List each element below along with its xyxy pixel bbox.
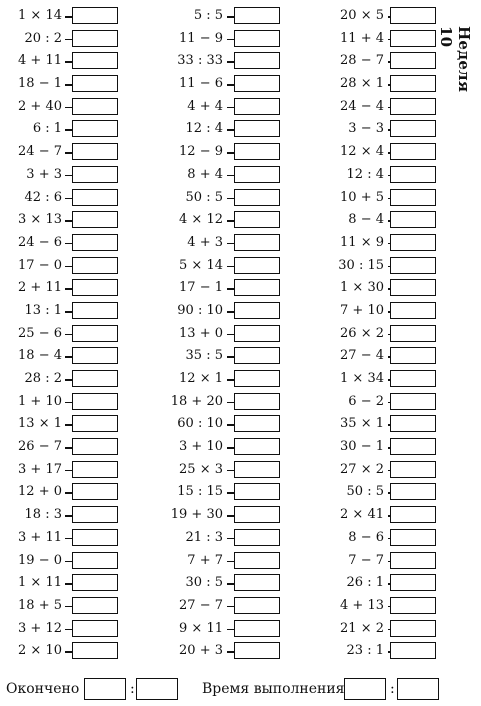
duration-minutes-box[interactable]	[397, 678, 439, 700]
problem-expression: 10 + 5	[340, 189, 384, 205]
problem-expression: 18 − 4	[18, 348, 62, 364]
problem-row	[0, 641, 120, 664]
problem-expression: 21 : 3	[185, 529, 223, 545]
problem-row	[155, 165, 275, 188]
answer-box[interactable]	[72, 325, 118, 342]
problem-row	[155, 324, 275, 347]
problem-row	[0, 460, 120, 483]
problem-row	[314, 165, 440, 188]
problem-expression: 25 − 6	[18, 325, 62, 341]
problem-row	[314, 278, 440, 301]
problem-expression: 3 + 12	[18, 620, 62, 636]
problem-row	[0, 29, 120, 52]
answer-box[interactable]	[234, 642, 280, 659]
footer	[6, 678, 476, 702]
problem-column-3	[314, 6, 440, 664]
problem-row	[155, 210, 275, 233]
answer-box[interactable]	[72, 189, 118, 206]
answer-box[interactable]	[234, 75, 280, 92]
problem-expression: 2 + 11	[18, 280, 62, 296]
problem-row	[155, 392, 275, 415]
answer-box[interactable]	[234, 279, 280, 296]
problem-row	[155, 619, 275, 642]
answer-box[interactable]	[390, 483, 436, 500]
answer-box[interactable]	[390, 506, 436, 523]
problem-expression: 17 − 1	[179, 280, 223, 296]
problem-expression: 1 × 30	[340, 280, 384, 296]
problem-expression: 1 × 14	[18, 8, 62, 23]
problem-row	[314, 505, 440, 528]
problem-row	[314, 119, 440, 142]
answer-box[interactable]	[234, 7, 280, 24]
problem-expression: 19 + 30	[170, 507, 223, 523]
problem-row	[314, 346, 440, 369]
problem-row	[155, 641, 275, 664]
problem-expression: 12 × 4	[340, 144, 384, 160]
problem-row	[314, 460, 440, 483]
problem-row	[0, 505, 120, 528]
problem-row	[155, 278, 275, 301]
answer-box[interactable]	[390, 529, 436, 546]
problem-expression: 27 − 4	[340, 348, 384, 364]
problem-expression: 4 + 13	[340, 597, 384, 613]
problem-expression: 4 + 3	[187, 234, 223, 250]
problem-expression: 6 − 2	[348, 393, 384, 409]
problem-row	[155, 596, 275, 619]
answer-box[interactable]	[234, 30, 280, 47]
answer-box[interactable]	[72, 302, 118, 319]
finished-hours-box[interactable]	[84, 678, 126, 700]
problem-expression: 1 + 10	[18, 393, 62, 409]
duration-hours-box[interactable]	[344, 678, 386, 700]
answer-box[interactable]	[234, 166, 280, 183]
answer-box[interactable]	[72, 234, 118, 251]
answer-box[interactable]	[234, 98, 280, 115]
answer-box[interactable]	[390, 189, 436, 206]
problem-row	[0, 369, 120, 392]
answer-box[interactable]	[72, 166, 118, 183]
problem-row	[0, 74, 120, 97]
answer-box[interactable]	[72, 279, 118, 296]
finished-label: Окончено	[6, 681, 80, 697]
problem-row	[314, 573, 440, 596]
problem-expression: 30 − 1	[340, 439, 384, 455]
problem-expression: 33 : 33	[177, 53, 223, 69]
problem-expression: 5 × 14	[179, 257, 223, 273]
problem-expression: 26 × 2	[340, 325, 384, 341]
answer-box[interactable]	[390, 461, 436, 478]
problem-row	[155, 301, 275, 324]
answer-box[interactable]	[390, 143, 436, 160]
problem-row	[314, 392, 440, 415]
problem-row	[314, 641, 440, 664]
problem-expression: 7 + 10	[340, 302, 384, 318]
problem-expression: 28 − 7	[340, 53, 384, 69]
problem-expression: 3 + 3	[26, 166, 62, 182]
problem-row	[314, 256, 440, 279]
problem-expression: 18 − 1	[18, 76, 62, 92]
problem-expression: 18 + 5	[18, 597, 62, 613]
problem-row	[0, 278, 120, 301]
problem-expression: 15 : 15	[177, 484, 223, 500]
problem-expression: 19 − 0	[18, 552, 62, 568]
problem-expression: 1 × 11	[18, 575, 62, 591]
finished-minutes-box[interactable]	[136, 678, 178, 700]
problem-row	[0, 119, 120, 142]
answer-box[interactable]	[72, 529, 118, 546]
answer-box[interactable]	[234, 415, 280, 432]
answer-box[interactable]	[234, 620, 280, 637]
answer-box[interactable]	[390, 75, 436, 92]
problem-expression: 27 × 2	[340, 461, 384, 477]
answer-box[interactable]	[390, 279, 436, 296]
answer-box[interactable]	[72, 393, 118, 410]
problem-row	[0, 528, 120, 551]
answer-box[interactable]	[72, 438, 118, 455]
week-label: Неделя 10	[437, 26, 473, 93]
problem-expression: 50 : 5	[346, 484, 384, 500]
answer-box[interactable]	[72, 461, 118, 478]
answer-box[interactable]	[234, 506, 280, 523]
problem-expression: 2 × 41	[340, 507, 384, 523]
answer-box[interactable]	[234, 143, 280, 160]
problem-row	[0, 6, 120, 29]
problem-expression: 26 − 7	[18, 439, 62, 455]
problem-expression: 24 − 7	[18, 144, 62, 160]
problem-row	[155, 6, 275, 29]
problem-expression: 60 : 10	[177, 416, 223, 432]
problem-row	[0, 301, 120, 324]
answer-box[interactable]	[72, 347, 118, 364]
problem-expression: 23 : 1	[346, 643, 384, 659]
answer-box[interactable]	[234, 393, 280, 410]
problem-expression: 8 − 6	[348, 529, 384, 545]
problem-expression: 6 : 1	[32, 121, 62, 137]
problem-expression: 27 − 7	[179, 597, 223, 613]
answer-box[interactable]	[72, 52, 118, 69]
problem-expression: 30 : 5	[185, 575, 223, 591]
answer-box[interactable]	[234, 189, 280, 206]
problem-expression: 13 : 1	[24, 302, 62, 318]
problem-row	[155, 460, 275, 483]
answer-box[interactable]	[234, 120, 280, 137]
answer-box[interactable]	[390, 370, 436, 387]
answer-box[interactable]	[72, 211, 118, 228]
answer-box[interactable]	[390, 211, 436, 228]
problem-row	[314, 596, 440, 619]
problem-row	[0, 97, 120, 120]
problem-expression: 21 × 2	[340, 620, 384, 636]
answer-box[interactable]	[72, 620, 118, 637]
problem-row	[314, 482, 440, 505]
problem-expression: 12 − 9	[179, 144, 223, 160]
problem-expression: 3 − 3	[348, 121, 384, 137]
problem-row	[0, 165, 120, 188]
answer-box[interactable]	[234, 438, 280, 455]
answer-box[interactable]	[390, 166, 436, 183]
problem-row	[155, 505, 275, 528]
problem-row	[155, 414, 275, 437]
problem-row	[155, 233, 275, 256]
problem-row	[155, 256, 275, 279]
problem-row	[314, 324, 440, 347]
problem-row	[0, 210, 120, 233]
problem-expression: 12 : 4	[185, 121, 223, 137]
answer-box[interactable]	[72, 120, 118, 137]
finished-colon: :	[130, 681, 135, 697]
answer-box[interactable]	[390, 234, 436, 251]
problem-row	[314, 414, 440, 437]
problem-expression: 4 + 11	[18, 53, 62, 69]
answer-box[interactable]	[390, 30, 436, 47]
problem-expression: 11 × 9	[340, 234, 384, 250]
answer-box[interactable]	[390, 642, 436, 659]
problem-expression: 12 × 1	[179, 371, 223, 386]
answer-box[interactable]	[390, 347, 436, 364]
duration-label: Время выполнения	[202, 681, 345, 697]
problem-row	[155, 29, 275, 52]
problem-expression: 7 − 7	[348, 552, 384, 568]
answer-box[interactable]	[72, 552, 118, 569]
problem-row	[0, 414, 120, 437]
problem-row	[314, 188, 440, 211]
problem-expression: 18 : 3	[24, 507, 62, 523]
problem-expression: 3 + 10	[179, 439, 223, 455]
problem-expression: 12 + 0	[18, 484, 62, 500]
problem-row	[0, 596, 120, 619]
problem-expression: 11 − 9	[179, 30, 223, 46]
problem-row	[155, 346, 275, 369]
problem-column-1	[0, 6, 120, 664]
problem-row	[155, 528, 275, 551]
problem-row	[0, 324, 120, 347]
problem-expression: 1 × 34	[340, 371, 384, 386]
answer-box[interactable]	[72, 75, 118, 92]
answer-box[interactable]	[390, 120, 436, 137]
answer-box[interactable]	[234, 325, 280, 342]
problem-expression: 28 : 2	[24, 371, 62, 386]
problem-row	[155, 573, 275, 596]
problem-row	[155, 551, 275, 574]
problem-expression: 18 + 20	[170, 393, 223, 409]
answer-box[interactable]	[234, 370, 280, 387]
problem-row	[314, 142, 440, 165]
problem-expression: 3 + 11	[18, 529, 62, 545]
answer-box[interactable]	[72, 642, 118, 659]
problem-row	[314, 369, 440, 392]
problem-expression: 24 − 6	[18, 234, 62, 250]
problem-expression: 11 − 6	[179, 76, 223, 92]
problem-row	[155, 119, 275, 142]
answer-box[interactable]	[390, 325, 436, 342]
problem-expression: 2 × 10	[18, 643, 62, 659]
problem-row	[314, 437, 440, 460]
answer-box[interactable]	[72, 483, 118, 500]
answer-box[interactable]	[72, 143, 118, 160]
problem-row	[314, 74, 440, 97]
problem-row	[314, 29, 440, 52]
problem-expression: 20 + 3	[179, 643, 223, 659]
answer-box[interactable]	[234, 257, 280, 274]
problem-expression: 26 : 1	[346, 575, 384, 591]
answer-box[interactable]	[234, 529, 280, 546]
problem-row	[0, 256, 120, 279]
problem-row	[314, 97, 440, 120]
problem-expression: 42 : 6	[24, 189, 62, 205]
problem-row	[155, 369, 275, 392]
answer-box[interactable]	[390, 552, 436, 569]
problem-row	[0, 482, 120, 505]
problem-expression: 4 + 4	[187, 98, 223, 114]
problem-row	[314, 210, 440, 233]
problem-expression: 12 : 4	[346, 166, 384, 182]
answer-box[interactable]	[234, 552, 280, 569]
problem-expression: 3 + 17	[18, 461, 62, 477]
problem-row	[0, 392, 120, 415]
answer-box[interactable]	[234, 574, 280, 591]
problem-row	[155, 97, 275, 120]
answer-box[interactable]	[234, 234, 280, 251]
answer-box[interactable]	[72, 98, 118, 115]
problem-expression: 8 + 4	[187, 166, 223, 182]
problem-row	[314, 551, 440, 574]
problem-expression: 24 − 4	[340, 98, 384, 114]
problem-row	[314, 619, 440, 642]
problem-row	[0, 188, 120, 211]
answer-box[interactable]	[72, 574, 118, 591]
answer-box[interactable]	[390, 7, 436, 24]
answer-box[interactable]	[390, 574, 436, 591]
answer-box[interactable]	[390, 393, 436, 410]
answer-box[interactable]	[390, 52, 436, 69]
answer-box[interactable]	[234, 483, 280, 500]
problem-row	[314, 233, 440, 256]
problem-expression: 9 × 11	[179, 620, 223, 636]
answer-box[interactable]	[390, 98, 436, 115]
problem-expression: 11 + 4	[340, 30, 384, 46]
problem-row	[155, 74, 275, 97]
problem-row	[155, 142, 275, 165]
answer-box[interactable]	[234, 52, 280, 69]
answer-box[interactable]	[390, 438, 436, 455]
answer-box[interactable]	[72, 415, 118, 432]
problem-row	[0, 573, 120, 596]
answer-box[interactable]	[390, 415, 436, 432]
problem-column-2	[155, 6, 275, 664]
answer-box[interactable]	[72, 370, 118, 387]
answer-box[interactable]	[234, 597, 280, 614]
problem-expression: 20 : 2	[24, 30, 62, 46]
answer-box[interactable]	[390, 597, 436, 614]
problem-row	[155, 51, 275, 74]
answer-box[interactable]	[234, 211, 280, 228]
answer-box[interactable]	[72, 597, 118, 614]
problem-row	[314, 301, 440, 324]
problem-row	[0, 142, 120, 165]
problem-expression: 8 − 4	[348, 212, 384, 228]
problem-expression: 35 : 5	[185, 348, 223, 364]
problem-expression: 30 : 15	[338, 257, 384, 273]
problem-row	[314, 51, 440, 74]
answer-box[interactable]	[390, 620, 436, 637]
answer-box[interactable]	[72, 506, 118, 523]
problem-row	[314, 528, 440, 551]
answer-box[interactable]	[72, 257, 118, 274]
problem-expression: 13 × 1	[18, 416, 62, 432]
problem-expression: 4 × 12	[179, 212, 223, 228]
problem-expression: 3 × 13	[18, 212, 62, 228]
problem-expression: 35 × 1	[340, 416, 384, 432]
problem-row	[0, 233, 120, 256]
problem-row	[155, 188, 275, 211]
answer-box[interactable]	[390, 257, 436, 274]
problem-row	[0, 51, 120, 74]
problem-expression: 50 : 5	[185, 189, 223, 205]
problem-expression: 20 × 5	[340, 8, 384, 23]
problem-row	[0, 346, 120, 369]
problem-expression: 13 + 0	[179, 325, 223, 341]
duration-colon: :	[390, 681, 395, 697]
answer-box[interactable]	[234, 461, 280, 478]
answer-box[interactable]	[72, 30, 118, 47]
problem-row	[0, 437, 120, 460]
answer-box[interactable]	[234, 347, 280, 364]
problem-expression: 7 + 7	[187, 552, 223, 568]
problem-row	[0, 619, 120, 642]
problem-expression: 28 × 1	[340, 76, 384, 92]
problem-expression: 25 × 3	[179, 461, 223, 477]
answer-box[interactable]	[234, 302, 280, 319]
answer-box[interactable]	[390, 302, 436, 319]
problem-expression: 90 : 10	[177, 302, 223, 318]
answer-box[interactable]	[72, 7, 118, 24]
problem-row	[314, 6, 440, 29]
problem-row	[155, 482, 275, 505]
problem-row	[0, 551, 120, 574]
problem-expression: 5 : 5	[193, 8, 223, 23]
problem-expression: 2 + 40	[18, 98, 62, 114]
problem-expression: 17 − 0	[18, 257, 62, 273]
problem-row	[155, 437, 275, 460]
